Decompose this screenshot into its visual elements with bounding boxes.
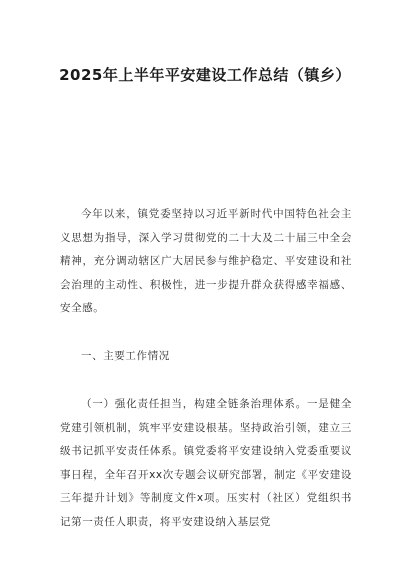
section-heading: 一、主要工作情况 (81, 349, 170, 362)
paragraph-spacer (60, 368, 352, 393)
paragraph-spacer (60, 321, 352, 345)
document-title: 2025年上半年平安建设工作总结（镇乡） (59, 66, 351, 84)
document-body (60, 203, 352, 534)
intro-paragraph: 今年以来，镇党委坚持以习近平新时代中国特色社会主义思想为指导，深入学习贯彻党的二十大及二十届三中全会精神，充分调动辖区广大居民参与维护稳定、平安建设和社会治理的主动性、积极性，进一步提升群众获得感幸福感、安全感。 (60, 208, 352, 314)
section-paragraph: （一）强化责任担当，构建全链条治理体系。一是健全党建引领机制，筑牢平安建设根基。坚持政治引领，建立三级书记抓平安责任体系。镇党委将平安建设纳入党委重要议事日程，全年召开xx次专题会议研究部署，制定《平安建设三年提升计划》等制度文件x项。压实村（社区）党组织书记第一责任人职责，将平安建设纳入基层党 (60, 398, 352, 528)
